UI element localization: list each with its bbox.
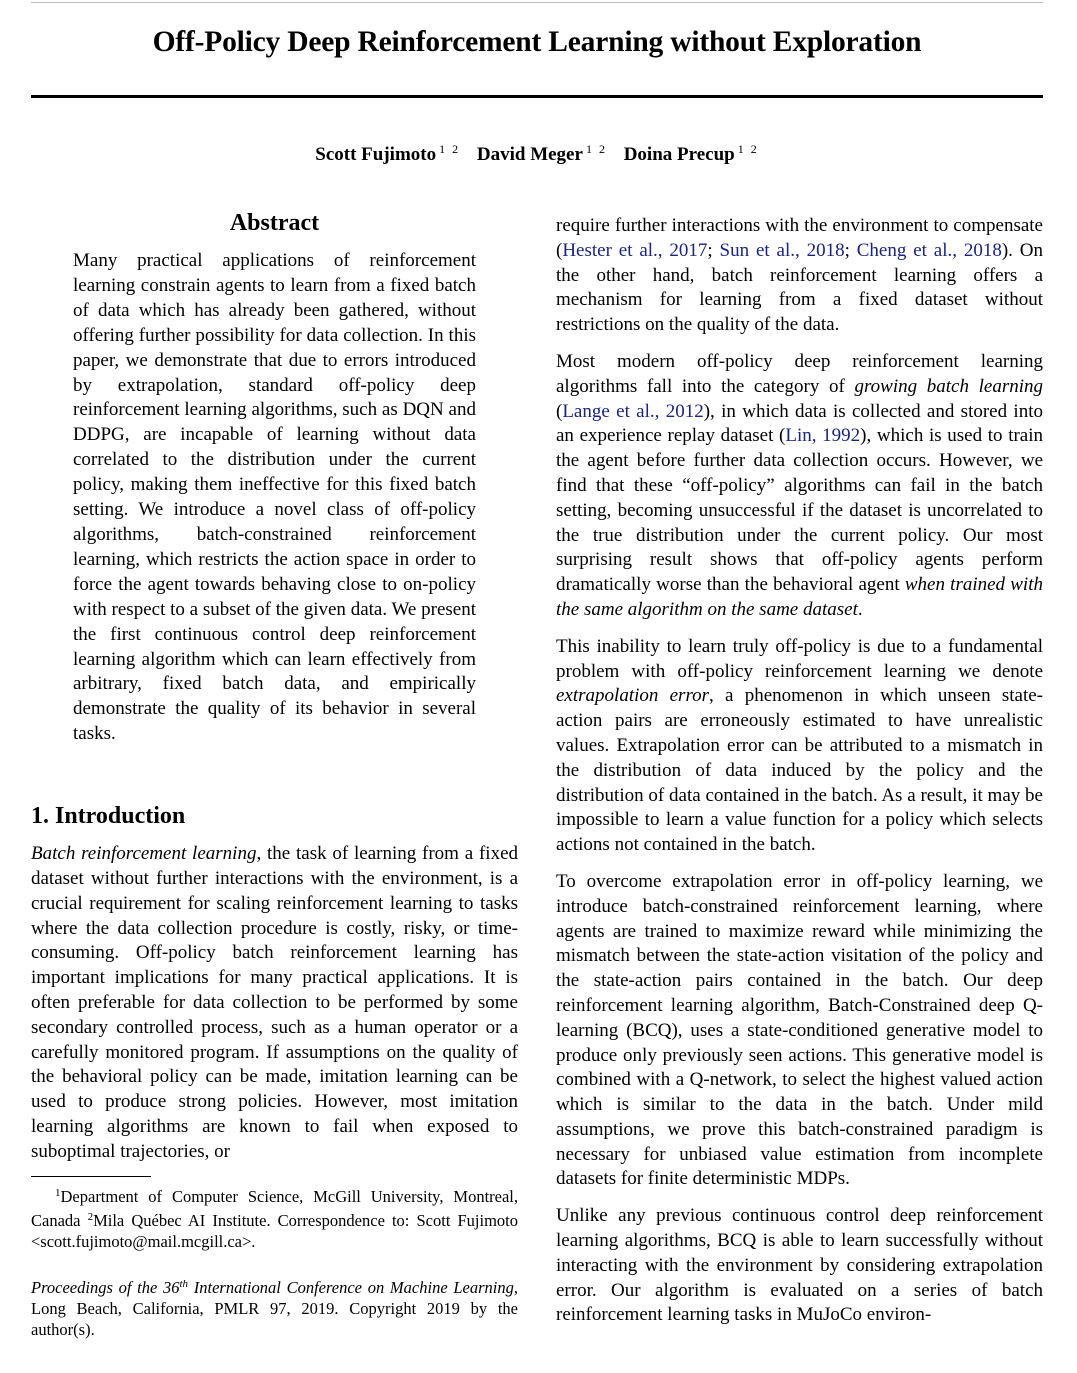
citation-link[interactable]: Sun et al., 2018: [719, 239, 845, 261]
paragraph: require further interactions with the environment to compensate (Hester et al., 2017; Sun et al., 2018; Cheng et al., 2018). On the other hand, batch reinforcement learning offers a mechanism for learning from a fixed dataset without restrictions on the quality of the data.: [556, 215, 1043, 336]
intro-paragraph: Batch reinforcement learning, the task of learning from a fixed dataset without further interactions with the environment, is a crucial requirement for scaling reinforcement learning to tasks where the data collection procedure is costly, risky, or time-consuming. Off-policy batch reinforcement learning has important implications for many practical applications. It is often preferable for data collection to be performed by some secondary controlled process, such as a human operator or a carefully monitored program. If assumptions on the quality of the behavioral policy can be made, imitation learning can be used to produce strong policies. However, most imitation learning algorithms are known to fail when exposed to suboptimal trajectories, or: [31, 843, 518, 1162]
paragraph: Unlike any previous continuous control deep reinforcement learning algorithms, BCQ is able to learn successfully without interacting with the environment by considering extrapolation error. Our algorithm is evaluated on a series of batch reinforcement learning tasks in MuJoCo environ-: [556, 1205, 1043, 1326]
author: David Meger $^{1 2}$: [476, 142, 607, 165]
citation-link[interactable]: Cheng et al., 2018: [856, 239, 1002, 261]
affiliation-footnote: $^1$Department of Computer Science, McGill University, Montreal, Canada $^2$Mila Québec AI Institute. Correspondence to: Scott Fujimoto <scott.fujimoto@mail.mcgill.ca>.: [31, 1187, 519, 1252]
citation-link[interactable]: Lange et al., 2012: [562, 400, 704, 422]
citation-link[interactable]: Lin, 1992: [785, 425, 861, 447]
author: Scott Fujimoto $^{1 2}$: [315, 142, 461, 165]
footnote-rule: [31, 1176, 151, 1177]
left-column: [31, 210, 518, 1340]
title-rule: [31, 95, 1043, 98]
paragraph: Most modern off-policy deep reinforcement learning algorithms fall into the category of growing batch learning (Lange et al., 2012), in which data is collected and stored into an experience replay dataset (Lin, 1992), which is used to train the agent before further data collection occurs. However, we find that these “off-policy” algorithms can fail in the batch setting, becoming unsuccessful if the dataset is uncorrelated to the true distribution under the current policy. Our most surprising result shows that off-policy agents perform dramatically worse than the behavioral agent when trained with the same algorithm on the same dataset.: [556, 350, 1044, 620]
abstract-text: Many practical applications of reinforcement learning constrain agents to learn from a fixed batch of data which has already been gathered, without offering further possibility for data collection. In this paper, we demonstrate that due to errors introduced by extrapolation, standard off-policy deep reinforcement learning algorithms, such as DQN and DDPG, are incapable of learning without data correlated to the distribution under the current policy, making them ineffective for this fixed batch setting. We introduce a novel class of off-policy algorithms, batch-constrained reinforcement learning, which restricts the action space in order to force the agent towards behaving close to on-policy with respect to a subset of the given data. We present the first continuous control deep reinforcement learning algorithm which can learn effectively from arbitrary, fixed batch data, and empirically demonstrate the quality of its behavior in several tasks.: [73, 250, 476, 745]
abstract-heading: Abstract: [229, 210, 320, 236]
author-list: [31, 142, 1043, 166]
top-rule: [31, 2, 1043, 3]
introduction-heading: 1. Introduction: [31, 803, 186, 830]
paragraph: This inability to learn truly off-policy is due to a fundamental problem with off-policy reinforcement learning we denote extrapolation error, a phenomenon in which unseen state-action pairs are erroneously estimated to have unrealistic values. Extrapolation error can be attributed to a mismatch in the distribution of data induced by the policy and the distribution of data contained in the batch. As a result, it may be impossible to learn a value function for a policy which selects actions not contained in the batch.: [556, 635, 1043, 856]
citation-link[interactable]: Hester et al., 2017: [562, 239, 708, 261]
right-column: [556, 214, 1043, 1340]
paper-title: Off-Policy Deep Reinforcement Learning without Exploration: [152, 26, 922, 58]
paragraph: To overcome extrapolation error in off-policy learning, we introduce batch-constrained reinforcement learning, where agents are trained to maximize reward while minimizing the mismatch between the state-action visitation of the policy and the state-action pairs contained in the batch. Our deep reinforcement learning algorithm, Batch-Constrained deep Q-learning (BCQ), uses a state-conditioned generative model to produce only previously seen actions. This generative model is combined with a Q-network, to select the highest valued action which is similar to the data in the batch. Under mild assumptions, we prove this batch-constrained paradigm is necessary for unbiased value estimation from incomplete datasets for finite deterministic MDPs.: [556, 870, 1043, 1190]
proceedings-note: Proceedings of the 36th International Conference on Machine Learning, Long Beach, California, PMLR 97, 2019. Copyright 2019 by the author(s).: [31, 1278, 519, 1340]
author: Doina Precup $^{1 2}$: [623, 142, 759, 165]
